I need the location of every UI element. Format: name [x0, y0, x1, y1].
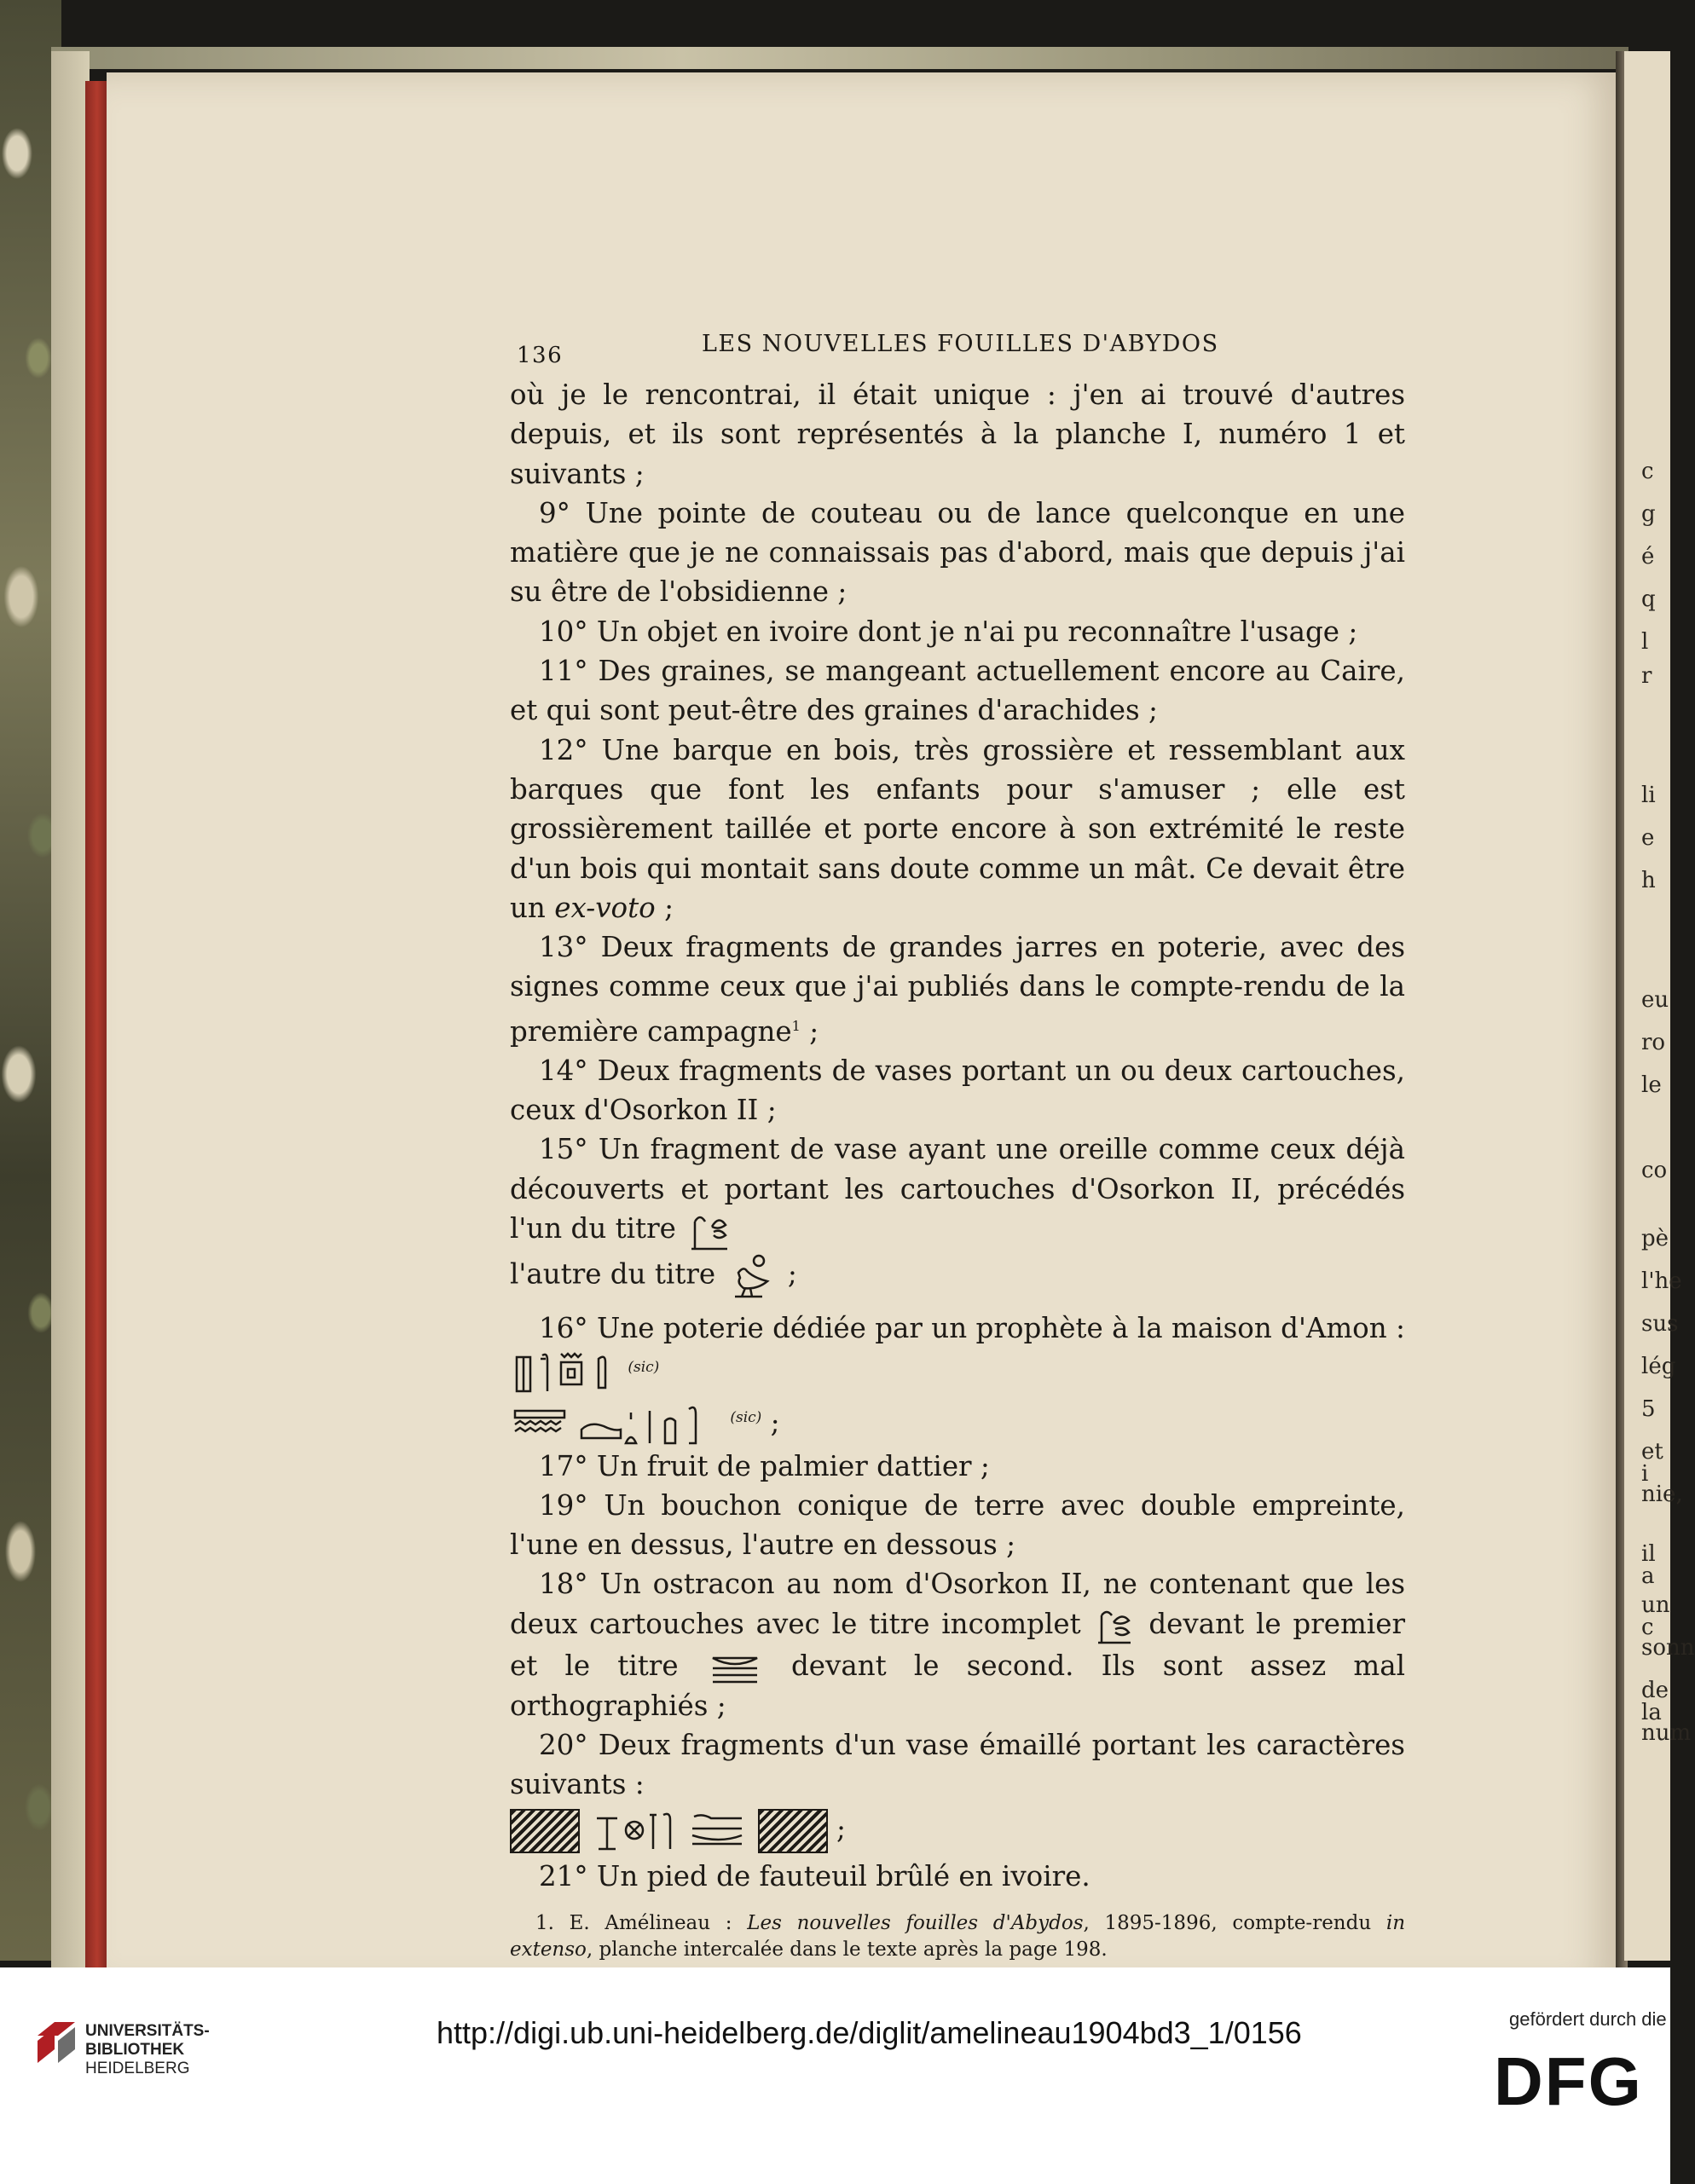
next-page-fragment: un c — [1641, 1592, 1670, 1640]
next-page-fragment: sus — [1641, 1311, 1679, 1337]
sic-note-2: (sic) — [730, 1409, 762, 1427]
paragraph-item-17: 17° Un fruit de palmier dattier ; — [539, 1449, 990, 1482]
library-footer-bar — [0, 1967, 1670, 2184]
red-page-edge — [85, 81, 109, 1995]
next-page-fragment: g — [1641, 501, 1656, 527]
item-15-text: 15° Un fragment de vase ayant une oreille comme ceux déjà découverts et portant les cartouches d'Osorkon II, précédés l'un du titre — [510, 1133, 1405, 1245]
running-head-title: LES NOUVELLES FOUILLES D'ABYDOS — [702, 331, 1219, 357]
hieroglyph-sedge-icon — [1096, 1605, 1134, 1646]
permalink-url[interactable]: http://digi.ub.uni-heidelberg.de/diglit/amelineau1904bd3_1/0156 — [437, 2015, 1302, 2050]
item-15-end: ; — [787, 1257, 797, 1291]
footnote-mid: , 1895-1896, compte-rendu — [1083, 1911, 1372, 1934]
next-page-fragment: et i — [1641, 1439, 1663, 1487]
sic-note: (sic) — [628, 1358, 660, 1376]
item-15-text-2: l'autre du titre — [510, 1257, 716, 1291]
paragraph-item-11: 11° Des graines, se mangeant actuellement encore au Caire, et qui sont peut-être des graines d'arachides ; — [510, 655, 1405, 727]
next-page-fragment: num — [1641, 1720, 1692, 1746]
hieroglyph-sedge-bee-icon — [688, 1210, 731, 1252]
next-page-fragment: é — [1641, 544, 1655, 569]
item-18-text-3: devant le second. Ils sont assez mal orthographiés ; — [510, 1650, 1405, 1722]
lacuna-block-icon-2 — [758, 1809, 828, 1853]
library-name-line3: HEIDELBERG — [85, 2060, 190, 2077]
funding-credit: gefördert durch die — [1509, 2008, 1667, 2030]
next-page-fragment: 5 — [1641, 1396, 1656, 1422]
next-page-fragment: il a — [1641, 1541, 1656, 1589]
next-page-fragment: pè — [1641, 1226, 1669, 1251]
dfg-logo: DFG — [1494, 2043, 1643, 2119]
paragraph-item-19: 19° Un bouchon conique de terre avec double empreinte, l'une en dessus, l'autre en dessous ; — [510, 1488, 1405, 1562]
paragraph-item-21: 21° Un pied de fauteuil brûlé en ivoire. — [539, 1860, 1090, 1893]
next-page-fragment: le — [1641, 1072, 1662, 1098]
hieroglyph-sequence-icon — [592, 1810, 745, 1852]
next-page-fragment: de la — [1641, 1678, 1669, 1725]
next-page-text — [1641, 0, 1695, 2184]
library-logo-icon — [34, 2019, 78, 2066]
paragraph-item-15 — [510, 1130, 1405, 1299]
item-13-text: 13° Deux fragments de grandes jarres en poterie, avec des signes comme ceux que j'ai publiés dans le compte-rendu de la première campagne — [510, 931, 1405, 1048]
running-head — [510, 331, 1405, 375]
next-page-fragment: co — [1641, 1158, 1668, 1183]
next-page-fragment: r — [1641, 663, 1652, 689]
body-text — [510, 375, 1405, 1897]
board-top-edge — [51, 47, 1628, 69]
next-page-fragment: sonn — [1641, 1635, 1695, 1661]
hieroglyph-basket-icon — [709, 1651, 761, 1685]
next-page-fragment: nie, — [1641, 1482, 1683, 1507]
item-12-end: ; — [664, 891, 674, 924]
paragraph-continuation: où je le rencontrai, il était unique : j'en ai trouvé d'autres depuis, et ils sont représentés à la planche I, numéro 1 et suivants ; — [510, 378, 1405, 490]
item-12-italic: ex-voto — [554, 891, 656, 924]
footnote-end: , planche intercalée dans le texte après la page 198. — [586, 1938, 1108, 1961]
item-12-text: 12° Une barque en bois, très grossière et ressemblant aux barques que font les enfants pour s'amuser ; elle est grossièrement taillée et porte encore à son extrémité le reste d'un bois qui montait sans doute comme un mât. Ce devait être un — [510, 733, 1405, 924]
footnote-number: 1. E. Amélineau : — [535, 1911, 732, 1934]
library-name — [85, 2022, 210, 2078]
next-page-fragment: lég — [1641, 1354, 1676, 1379]
item-18-text: 18° Un ostracon au nom d'Osorkon II, ne contenant que les deux cartouches avec le titre incomplet — [510, 1568, 1405, 1640]
board-left-edge — [51, 51, 90, 1986]
next-page-fragment: c — [1641, 459, 1654, 484]
paragraph-item-12 — [510, 731, 1405, 927]
page-content — [510, 331, 1405, 1963]
hieroglyph-water-lion-icon — [513, 1404, 718, 1447]
paragraph-item-13 — [510, 927, 1405, 1051]
next-page-fragment: li — [1641, 783, 1656, 808]
item-18-text-2: devant le premier et le titre — [510, 1607, 1405, 1683]
item-16-text: 16° Une poterie dédiée par un prophète à la maison d'Amon : — [539, 1311, 1405, 1344]
paragraph-item-9: 9° Une pointe de couteau ou de lance quelconque en une matière que je ne connaissais pas d'abord, mais que depuis j'ai su être de l'obsidienne ; — [510, 496, 1405, 609]
paragraph-item-14: 14° Deux fragments de vases portant un ou deux cartouches, ceux d'Osorkon II ; — [510, 1054, 1405, 1127]
hieroglyph-amon-group-icon — [513, 1350, 616, 1398]
next-page-fragment: e — [1641, 825, 1655, 851]
item-16-end: ; — [770, 1407, 780, 1440]
next-page-fragment: eu — [1641, 987, 1669, 1013]
next-page-fragment: q — [1641, 586, 1656, 612]
next-page-fragment: ro — [1641, 1030, 1666, 1055]
hieroglyph-row-20 — [510, 1809, 1405, 1853]
paragraph-item-20: 20° Deux fragments d'un vase émaillé portant les caractères suivants : — [510, 1728, 1405, 1801]
paragraph-item-16 — [510, 1309, 1405, 1447]
hieroglyph-goose-sun-icon — [728, 1252, 776, 1300]
footnote-marker: 1 — [791, 1017, 801, 1034]
library-name-line1: UNIVERSITÄTS- — [85, 2022, 210, 2040]
lacuna-block-icon — [510, 1809, 580, 1853]
footnote — [510, 1910, 1405, 1963]
item-13-end: ; — [809, 1014, 819, 1048]
item-20-end: ; — [836, 1812, 846, 1846]
next-page-fragment: l'he — [1641, 1268, 1682, 1294]
next-page-fragment: l — [1641, 629, 1649, 655]
next-page-fragment: h — [1641, 868, 1656, 893]
footnote-title: Les nouvelles fouilles d'Abydos — [747, 1911, 1084, 1934]
paragraph-item-10: 10° Un objet en ivoire dont je n'ai pu reconnaître l'usage ; — [539, 615, 1358, 648]
footnote-italic: in extenso — [510, 1911, 1406, 1961]
paragraph-item-18 — [510, 1564, 1405, 1725]
library-name-line2: BIBLIOTHEK — [85, 2041, 185, 2059]
page-number: 136 — [517, 343, 564, 368]
